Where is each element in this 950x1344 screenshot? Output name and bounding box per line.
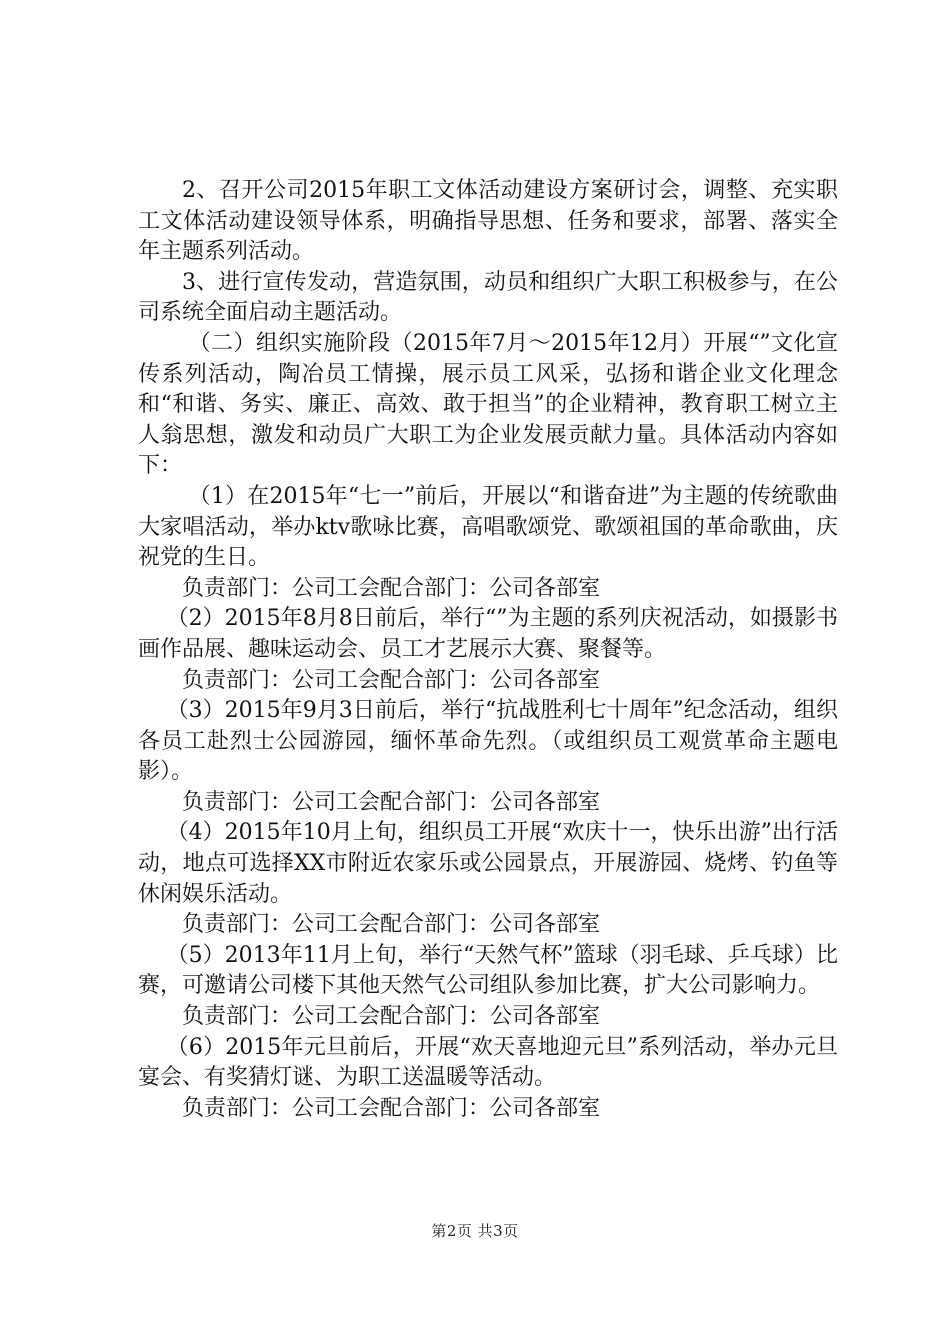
responsible-dept-1: 负责部门：公司工会配合部门：公司各部室 <box>182 575 601 601</box>
responsible-dept-4: 负责部门：公司工会配合部门：公司各部室 <box>182 912 601 938</box>
paragraph-item-2: 2、召开公司2015年职工文体活动建设方案研讨会，调整、充实职工文体活动建设领导体系，明确指导思想、任务和要求，部署、落实全年主题系列活动。 <box>138 178 838 265</box>
paragraph-activity-2: （2）2015年8月8日前后，举行“”为主题的系列庆祝活动，如摄影书画作品展、趣味运动会、员工才艺展示大赛、聚餐等。 <box>138 606 838 662</box>
responsible-dept-2: 负责部门：公司工会配合部门：公司各部室 <box>182 667 601 693</box>
document-body <box>138 176 838 1124</box>
responsible-dept-6: 负责部门：公司工会配合部门：公司各部室 <box>182 1095 601 1121</box>
paragraph-phase-two: （二）组织实施阶段（2015年7月～2015年12月）开展“”文化宣传系列活动，陶冶员工情操，展示员工风采，弘扬和谐企业文化理念和“和谐、务实、廉正、高效、敢于担当”的企业精神，教育职工树立主人翁思想，激发和动员广大职工为企业发展贡献力量。具体活动内容如下： <box>138 330 838 479</box>
responsible-dept-3: 负责部门：公司工会配合部门：公司各部室 <box>182 789 601 815</box>
page-footer: 第2页 共3页 <box>431 1222 519 1240</box>
paragraph-activity-6: （6）2015年元旦前后，开展“欢天喜地迎元旦”系列活动，举办元旦宴会、有奖猜灯谜、为职工送温暖等活动。 <box>138 1034 838 1091</box>
paragraph-activity-5: （5）2013年11月上旬，举行“天然气杯”篮球（羽毛球、乒乓球）比赛，可邀请公司楼下其他天然气公司组队参加比赛，扩大公司影响力。 <box>138 942 838 999</box>
paragraph-item-3: 3、进行宣传发动，营造氛围，动员和组织广大职工积极参与，在公司系统全面启动主题活动。 <box>138 269 838 326</box>
paragraph-activity-4: （4）2015年10月上旬，组织员工开展“欢庆十一，快乐出游”出行活动，地点可选择XX市附近农家乐或公园景点，开展游园、烧烤、钓鱼等休闲娱乐活动。 <box>138 820 838 907</box>
responsible-dept-5: 负责部门：公司工会配合部门：公司各部室 <box>182 1004 601 1030</box>
paragraph-activity-1: （1）在2015年“七一”前后，开展以“和谐奋进”为主题的传统歌曲大家唱活动，举办ktv歌咏比赛，高唱歌颂党、歌颂祖国的革命歌曲，庆祝党的生日。 <box>138 483 838 571</box>
paragraph-activity-3: （3）2015年9月3日前后，举行“抗战胜利七十周年”纪念活动，组织各员工赴烈士公园游园，缅怀革命先烈。（或组织员工观赏革命主题电影）。 <box>138 698 838 785</box>
